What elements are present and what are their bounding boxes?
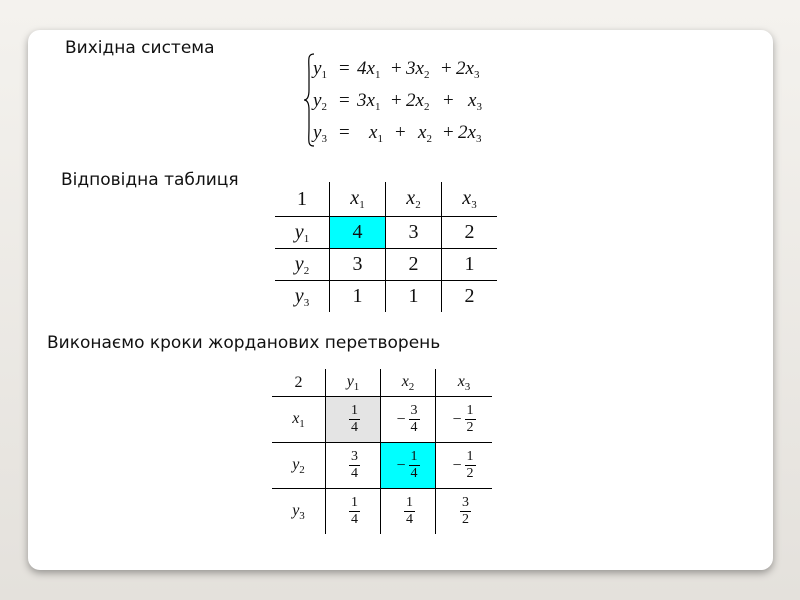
table-cell: $\frac{1}{4}$: [381, 489, 436, 535]
table-cell: $\frac{3}{4}$: [326, 443, 381, 489]
row-header: $x_1$: [272, 397, 326, 443]
equation-system: $y_1$ = $4x_1$ + $3x_2$ + $2x_3$ $y_2$ = $3x_1$ + $2x_2$ + $x_3$ $y_3$ = $x_1$ + $x_2$ + $2x_3$: [303, 52, 513, 148]
column-header: $x_2$: [386, 182, 442, 217]
column-header: $y_1$: [326, 369, 381, 397]
table-cell: − $\frac{1}{2}$: [436, 443, 493, 489]
table-cell: 1: [330, 281, 386, 313]
table-corner-cell: 1: [275, 182, 330, 217]
row-header: $y_3$: [272, 489, 326, 535]
heading-source-system: Вихідна система: [65, 38, 215, 58]
table-cell: 2: [386, 249, 442, 281]
row-header: $y_2$: [275, 249, 330, 281]
row-header: $y_1$: [275, 217, 330, 249]
table-cell: 2: [442, 217, 498, 249]
table-cell: − $\frac{1}{2}$: [436, 397, 493, 443]
table-row: [272, 489, 492, 535]
heading-jordan-steps: Виконаємо кроки жорданових перетворень: [47, 333, 441, 353]
table-cell: 1: [386, 281, 442, 313]
column-header: $x_2$: [381, 369, 436, 397]
table-row: [275, 281, 497, 313]
table-cell: $\frac{1}{4}$: [326, 489, 381, 535]
table-row: [275, 217, 497, 249]
column-header: $x_3$: [442, 182, 498, 217]
table-cell: $\frac{1}{4}$: [326, 397, 381, 443]
jordan-step-table: [272, 369, 492, 534]
table-cell: 1: [442, 249, 498, 281]
table-row: [272, 397, 492, 443]
heading-corresponding-table: Відповідна таблиця: [61, 170, 239, 190]
table-cell: 2: [464, 285, 475, 307]
row-header: $y_2$: [272, 443, 326, 489]
column-header: $x_3$: [436, 369, 493, 397]
table-cell: $\frac{3}{2}$: [462, 495, 469, 527]
row-header: $y_3$: [275, 281, 330, 313]
table-cell: 3: [330, 249, 386, 281]
table-header-row: [272, 369, 492, 397]
initial-table: [275, 182, 497, 312]
table-row: [275, 249, 497, 281]
table-cell: 3: [386, 217, 442, 249]
table-cell: − $\frac{3}{4}$: [381, 397, 436, 443]
table-corner-cell: 2: [272, 369, 326, 397]
table-row: [272, 443, 492, 489]
column-header: $x_1$: [330, 182, 386, 217]
pivot-cell: − $\frac{1}{4}$: [381, 443, 436, 489]
pivot-cell: 4: [330, 217, 386, 249]
table-header-row: [275, 182, 497, 217]
